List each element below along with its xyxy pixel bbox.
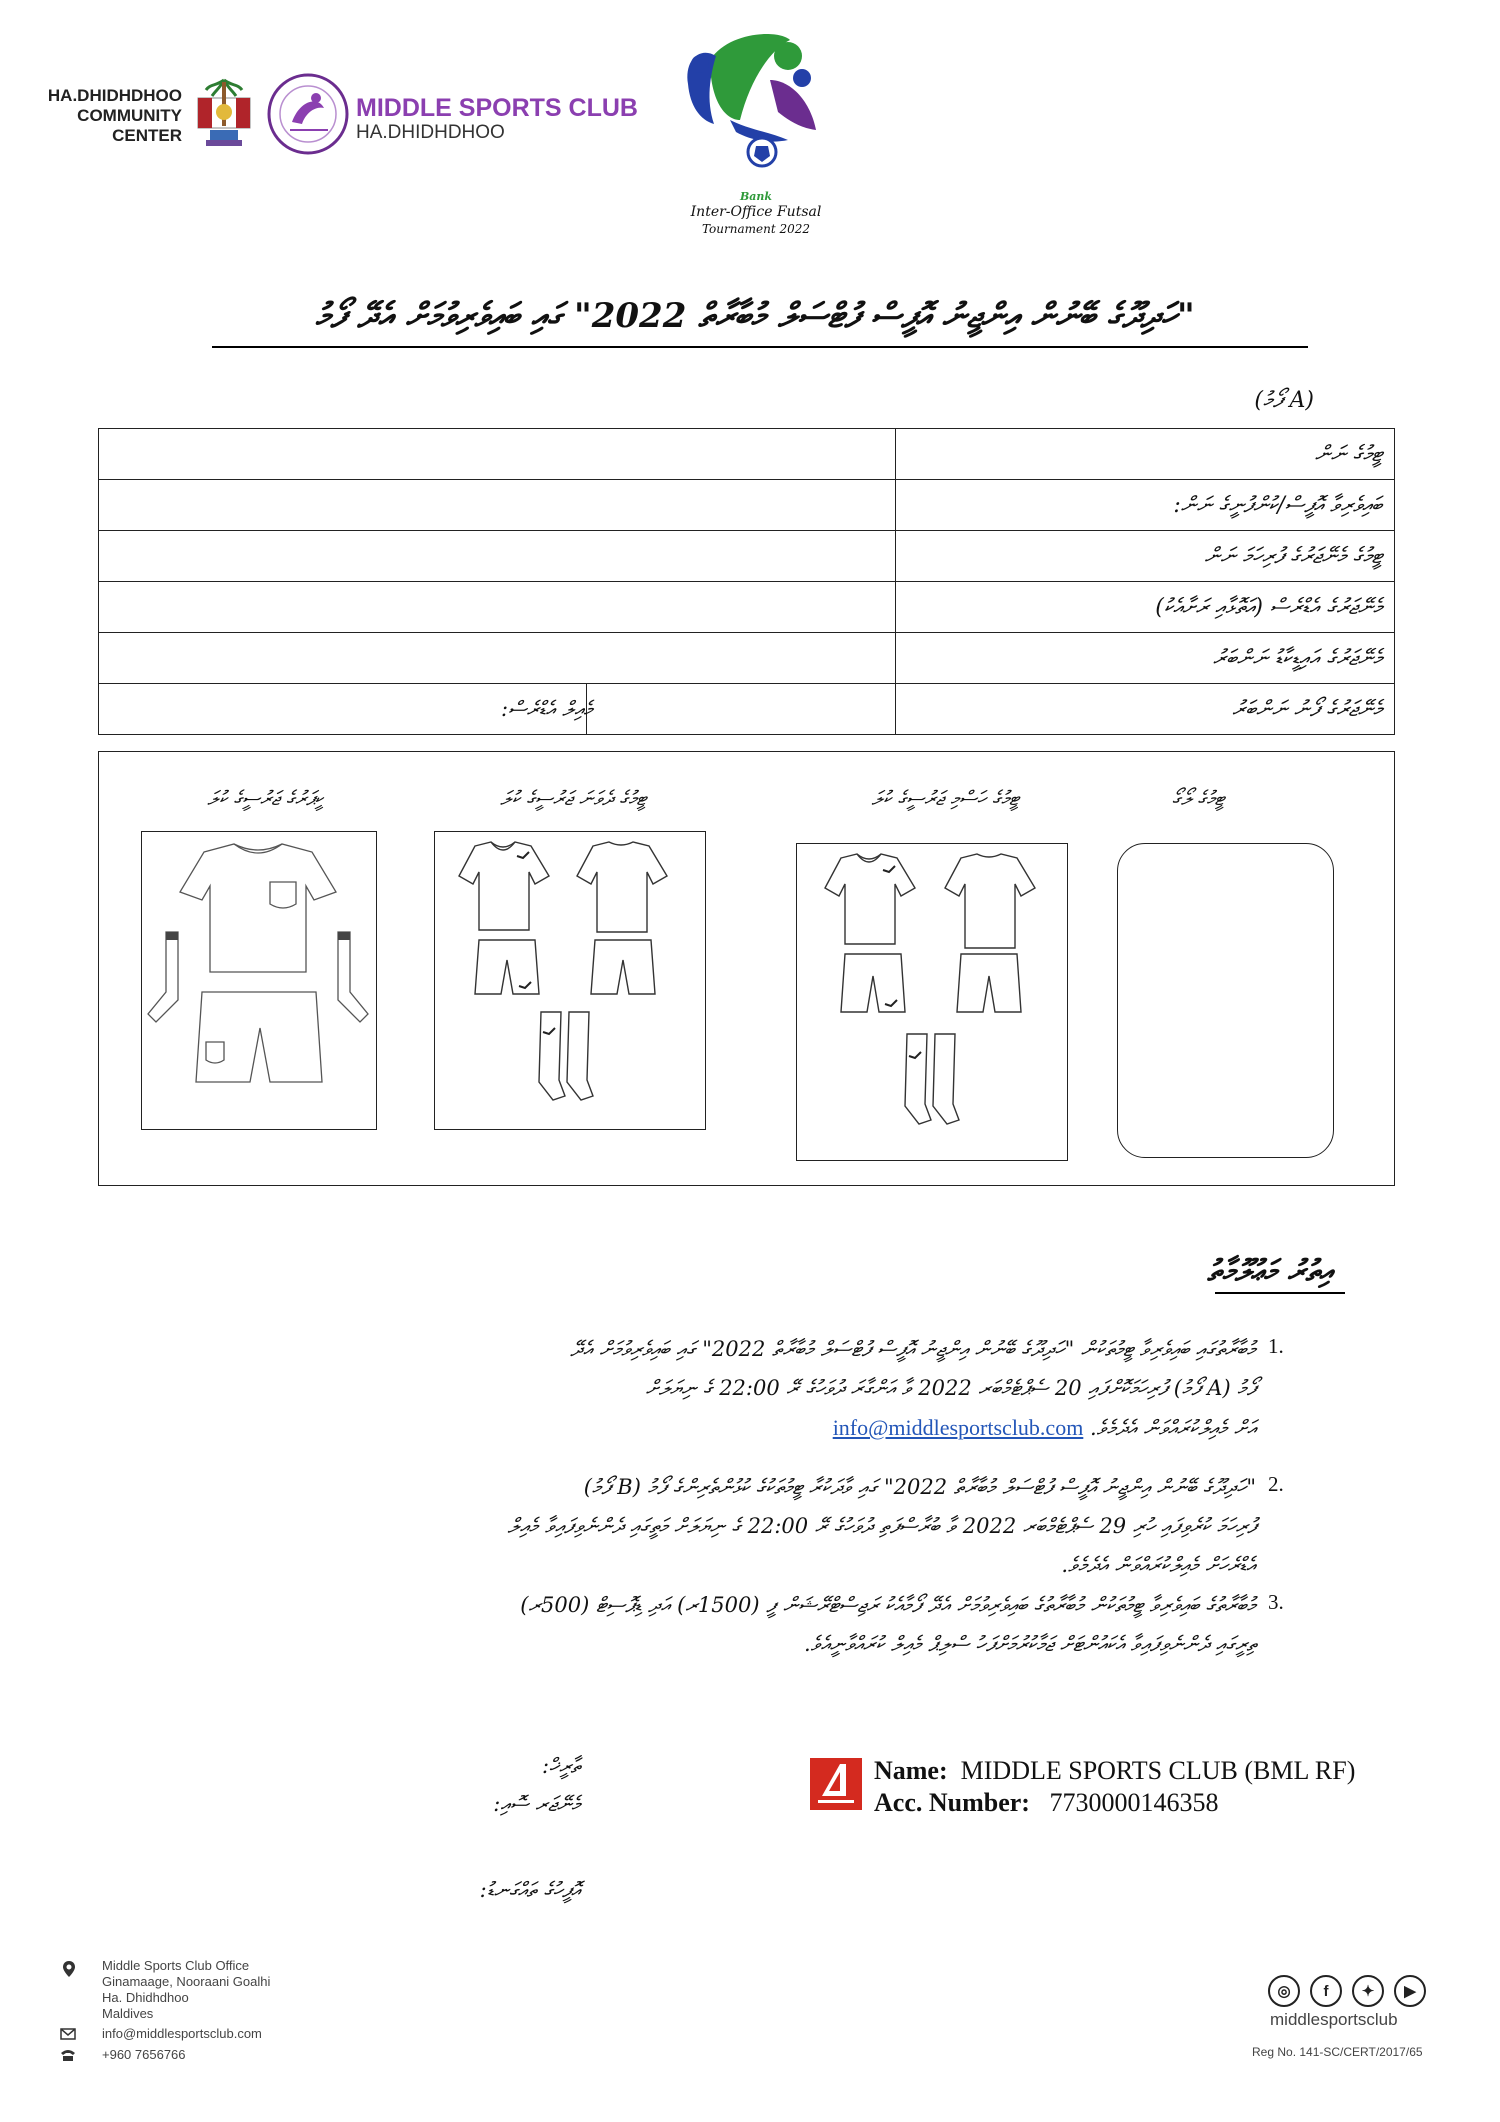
footer-phone: +960 7656766 xyxy=(102,2047,186,2062)
form-label: ބައިވެރިވާ އޮފީސް/ކުންފުނީގެ ނަން: xyxy=(896,480,1395,531)
note-item: މުބާރާތުގެ ބައިވެރިވާ ޓީމުތަކުން މުބާރާތުގެ ބައިވެރިވުމަށް އެދޭ ފޯމާއެކު ރަޖިސްޓްރޭޝަން ފީ (1500ރ) އަދި ޑިޕޮސިޓް (500ރ) ތިރީގައި ދެންނެވިފައިވާ އެކައުންޓަށް ޖަމާކުރުމަށްފަހު ސްލިޕް މެއިލް ކުރައްވާނީއެވެ. xyxy=(520,1593,1256,1656)
logo-caption: ޓީމުގެ ލޯގޯ xyxy=(1172,786,1224,810)
keeper-kit-box[interactable] xyxy=(141,831,377,1130)
form-row xyxy=(99,480,1395,531)
middle-sports-club-logo xyxy=(266,72,350,156)
tournament-name-line2: Tournament 2022 xyxy=(701,222,811,236)
bank-account-name: Name: MIDDLE SPORTS CLUB (BML RF) xyxy=(874,1756,1356,1785)
date-label: ތާރީޚް: xyxy=(541,1754,580,1778)
youtube-icon[interactable]: ▶ xyxy=(1394,1975,1426,2007)
note-item: މުބާރާތުގައި ބައިވެރިވާ ޓީމުތަކުން "ހަަދިދޫގެ ބޭނުން އިންޖީނު އޮފީސް ފުޓްސަލް މުބާރާތް 2022" ގައި ބައިވެރިވުމަށް އެދޭ ފޯމު (A ފޯމު) ފުރިހަމަކޮށްފައި 20 ސެޕްޓެމްބަރ 2022 ވާ އަންގާރަ ދުވަހުގެ ރޭ 22:00 ގެ ނިޔަލަށް އަށް މެއިލްކުރައްވަން އެދެމެވެ. info@middlesportsclub.com xyxy=(570,1337,1256,1440)
club-location: HA.DHIDHDHOO xyxy=(356,122,505,143)
manager-signature-label: މެނޭޖަރ ސޮއި: xyxy=(493,1792,580,1816)
note-number: 1. xyxy=(1268,1334,1284,1358)
location-pin-icon xyxy=(62,1960,76,1978)
form-label: ޓީމުގެ މެނޭޖަރުގެ ފުރިހަމަ ނަން xyxy=(896,531,1395,582)
community-center-name: HA.DHIDHDHOO COMMUNITY CENTER xyxy=(47,86,182,145)
twitter-icon[interactable]: ✦ xyxy=(1352,1975,1384,2007)
social-icons xyxy=(1268,1975,1426,2007)
community-center-emblem xyxy=(192,76,256,150)
team-name-field[interactable] xyxy=(99,429,896,480)
email-label: މެއިލް އެޑްރެސް: xyxy=(501,696,593,721)
form-row xyxy=(99,582,1395,633)
office-name-field[interactable] xyxy=(99,480,896,531)
form-label: މެނޭޖަރުގެ ފޯނު ނަންބަރު xyxy=(896,684,1395,735)
footer-address: Middle Sports Club Office Ginamaage, Nooraani Goalhi Ha. Dhidhdhoo Maldives xyxy=(102,1958,271,2021)
registration-number: Reg No. 141-SC/CERT/2017/65 xyxy=(1252,2045,1423,2059)
note-item: "ހަަދިދޫގެ ބޭނުން އިންޖީނު އޮފީސް ފުޓްސަލް މުބާރާތް 2022" ގައި ވާދަކުރާ ޓީމުތަކުގެ ކުޅުންތެރިންގެ ފޯމު (B ފޯމު) ފުރިހަމަ ކުރެވިފައި ހުރި 29 ސެޕްޓެމްބަރ 2022 ވާ ބުރާސްފަތި ދުވަހުގެ ރޭ 22:00 ގެ ނިޔަލަށް މަތީގައި ދެންނެވިފައިވާ މެއިލް އެޑްރެހަށް މެއިލްކުރައްވަން އެދެމެވެ. xyxy=(507,1475,1256,1577)
tournament-name-line1: Inter-Office Futsal xyxy=(690,204,822,220)
home-kit-box[interactable] xyxy=(796,843,1068,1161)
bank-logo xyxy=(810,1758,862,1810)
away-kit-box[interactable] xyxy=(434,831,706,1130)
note-number: 3. xyxy=(1268,1590,1284,1614)
form-row xyxy=(99,633,1395,684)
form-label: ޓީމުގެ ނަން xyxy=(896,429,1395,480)
form-row xyxy=(99,684,1395,735)
club-name: MIDDLE SPORTS CLUB xyxy=(356,94,638,122)
form-row xyxy=(99,429,1395,480)
mail-icon xyxy=(60,2026,76,2040)
form-label: މެނޭޖަރުގެ އައިޑީކާޑު ނަންބަރު xyxy=(896,633,1395,684)
keeper-kit-caption: ކީޕަރުގެ ޖަރުސީގެ ކުލަ xyxy=(207,786,323,810)
tournament-sponsor: Bank xyxy=(739,190,773,203)
manager-id-field[interactable] xyxy=(99,633,896,684)
contact-cell xyxy=(99,684,896,735)
email-link[interactable]: info@middlesportsclub.com xyxy=(832,1415,1084,1440)
tournament-logo xyxy=(670,20,846,200)
form-row xyxy=(99,531,1395,582)
office-stamp-label: އޮފީހުގެ ތައްގަނޑު: xyxy=(479,1878,580,1902)
form-label: މެނޭޖަރުގެ އެޑްރެސް (އަތޮޅާއި ރަށާއެކު) xyxy=(896,582,1395,633)
section-a-label: (A ފޯމު) xyxy=(1254,388,1314,413)
footer-email[interactable]: info@middlesportsclub.com xyxy=(102,2026,262,2041)
social-handle: middlesportsclub xyxy=(1270,2010,1398,2029)
facebook-icon[interactable]: f xyxy=(1310,1975,1342,2007)
note-number: 2. xyxy=(1268,1472,1284,1496)
home-kit-icon xyxy=(797,844,1067,1160)
bank-account-number: Acc. Number: 7730000146358 xyxy=(874,1788,1219,1817)
keeper-kit-icon xyxy=(142,832,376,1129)
page-title: "ހަަދިދޫގެ ބޭނުން އިންޖީނު އޮފީސް ފުޓްސަލް މުބާރާތް 2022" ގައި ބައިވެރިވުމަށް އެދޭ ފޯމު xyxy=(315,296,1195,336)
registration-form-table xyxy=(98,428,1395,735)
away-kit-caption: ޓީމުގެ ދެވަނަ ޖަރުސީގެ ކުލަ xyxy=(500,786,646,810)
manager-address-field[interactable] xyxy=(99,582,896,633)
manager-fullname-field[interactable] xyxy=(99,531,896,582)
team-logo-box[interactable] xyxy=(1117,843,1334,1158)
title-underline xyxy=(212,346,1308,348)
away-kit-icon xyxy=(435,832,705,1129)
instagram-icon[interactable]: ◎ xyxy=(1268,1975,1300,2007)
phone-icon xyxy=(60,2048,76,2062)
home-kit-caption: ޓީމުގެ ހަސްމި ޖަރުސީގެ ކުލަ xyxy=(871,786,1019,810)
notes-heading-underline xyxy=(1215,1292,1345,1296)
notes-heading: އިތުރު މަޢުލޫމާތު xyxy=(1207,1254,1332,1289)
